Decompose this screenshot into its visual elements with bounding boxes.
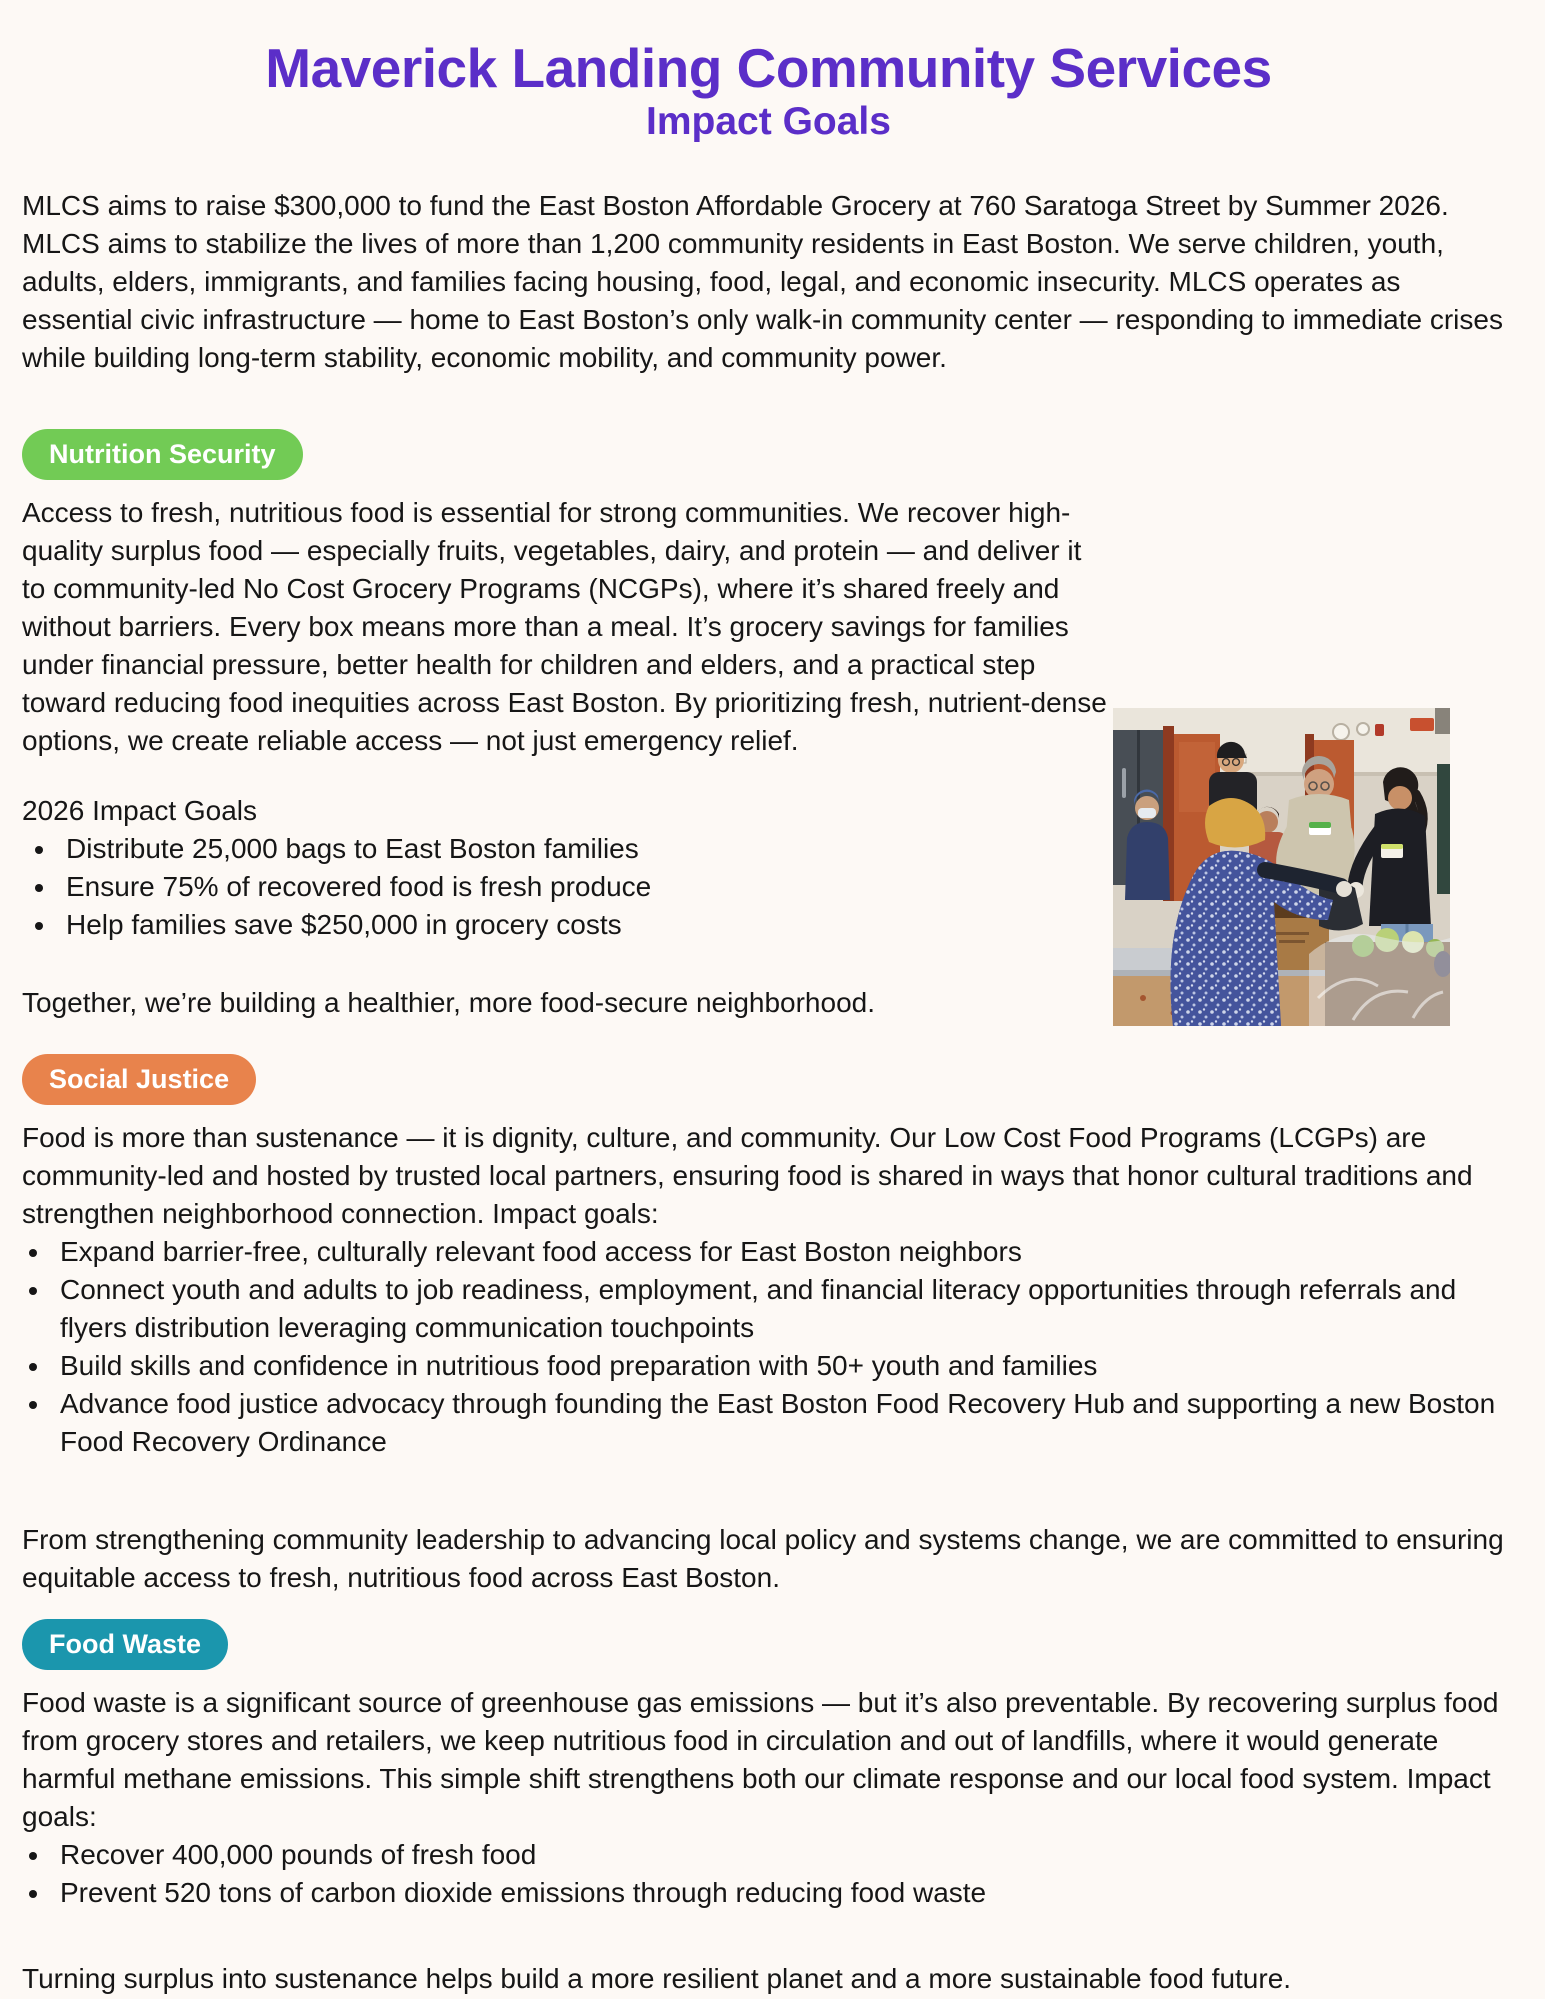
social-justice-closing-line: From strengthening community leadership to advancing local policy and systems change, we are committed to ensuring equitable access to fresh, nutritious food across East Boston. xyxy=(22,1523,1504,1593)
social-justice-paragraph: Food is more than sustenance — it is dignity, culture, and community. Our Low Cost Food Programs (LCGPs) are community-led and hosted by trusted local partners, ensuring food is shared in ways that honor cultural traditions and strengthen neighborhood connection. Impact goals: xyxy=(22,1121,1473,1229)
nutrition-goal-item: • Distribute 25,000 bags to East Boston families xyxy=(58,830,1515,868)
social-justice-goal-item: • Advance food justice advocacy through founding the East Boston Food Recovery Hub and supporting a new Boston Food Recovery Ordinance xyxy=(52,1385,1512,1461)
social-justice-goal-item: • Build skills and confidence in nutritious food preparation with 50+ youth and families xyxy=(52,1347,1512,1385)
food-distribution-photo xyxy=(1113,708,1450,1026)
impact-goals-2026-heading: 2026 Impact Goals xyxy=(22,794,258,826)
food-waste-goal-item: • Recover 400,000 pounds of fresh food xyxy=(52,1836,1512,1874)
food-waste-closing-line: Turning surplus into sustenance helps build a more resilient planet and a more sustainable food future. xyxy=(22,1962,1292,1994)
social-justice-badge-row xyxy=(22,1054,1515,1105)
page-subtitle: Impact Goals xyxy=(646,99,891,143)
page-title: Maverick Landing Community Services xyxy=(265,37,1272,99)
intro-paragraph: MLCS aims to raise $300,000 to fund the East Boston Affordable Grocery at 760 Saratoga Street by Summer 2026. MLCS aims to stabilize the lives of more than 1,200 community residents in East Boston. We serve children, youth, adults, elders, immigrants, and families facing housing, food, legal, and economic insecurity. MLCS operates as essential civic infrastructure — home to East Boston’s only walk-in community center — responding to immediate crises while building long-term stability, economic mobility, and community power. xyxy=(22,189,1503,373)
food-waste-paragraph: Food waste is a significant source of greenhouse gas emissions — but it’s also preventable. By recovering surplus food from grocery stores and retailers, we keep nutritious food in circulation and out of landfills, where it would generate harmful methane emissions. This simple shift strengthens both our climate response and our local food system. Impact goals: xyxy=(22,1686,1499,1832)
nutrition-security-badge: Nutrition Security xyxy=(22,429,303,480)
nutrition-security-badge-row xyxy=(22,429,1515,480)
section-food-waste xyxy=(22,1619,1515,1998)
nutrition-goal-item: • Ensure 75% of recovered food is fresh produce xyxy=(58,868,1515,906)
food-waste-badge-row xyxy=(22,1619,1515,1670)
food-waste-badge: Food Waste xyxy=(22,1619,228,1670)
social-justice-goal-item: • Connect youth and adults to job readiness, employment, and financial literacy opportunities through referrals and flyers distribution leveraging communication touchpoints xyxy=(52,1271,1512,1347)
social-justice-goal-item: • Expand barrier-free, culturally relevant food access for East Boston neighbors xyxy=(52,1233,1512,1271)
nutrition-goal-item: • Help families save $250,000 in grocery costs xyxy=(58,906,1515,944)
food-waste-goals-list xyxy=(22,1836,1512,1912)
section-social-justice xyxy=(22,1054,1515,1597)
social-justice-goals-list xyxy=(22,1233,1512,1461)
food-waste-goal-item: • Prevent 520 tons of carbon dioxide emissions through reducing food waste xyxy=(52,1874,1512,1912)
food-distribution-photo-illustration xyxy=(1113,708,1450,1026)
nutrition-security-paragraph: Access to fresh, nutritious food is essential for strong communities. We recover high-quality surplus food — especially fruits, vegetables, dairy, and protein — and deliver it to community-led No Cost Grocery Programs (NCGPs), where it’s shared freely and without barriers. Every box means more than a meal. It’s grocery savings for families under financial pressure, better health for children and elders, and a practical step toward reducing food inequities across East Boston. By prioritizing fresh, nutrient-dense options, we create reliable access — not just emergency relief. xyxy=(22,496,1107,756)
nutrition-closing-line: Together, we’re building a healthier, more food-secure neighborhood. xyxy=(22,986,876,1018)
social-justice-badge: Social Justice xyxy=(22,1054,256,1105)
